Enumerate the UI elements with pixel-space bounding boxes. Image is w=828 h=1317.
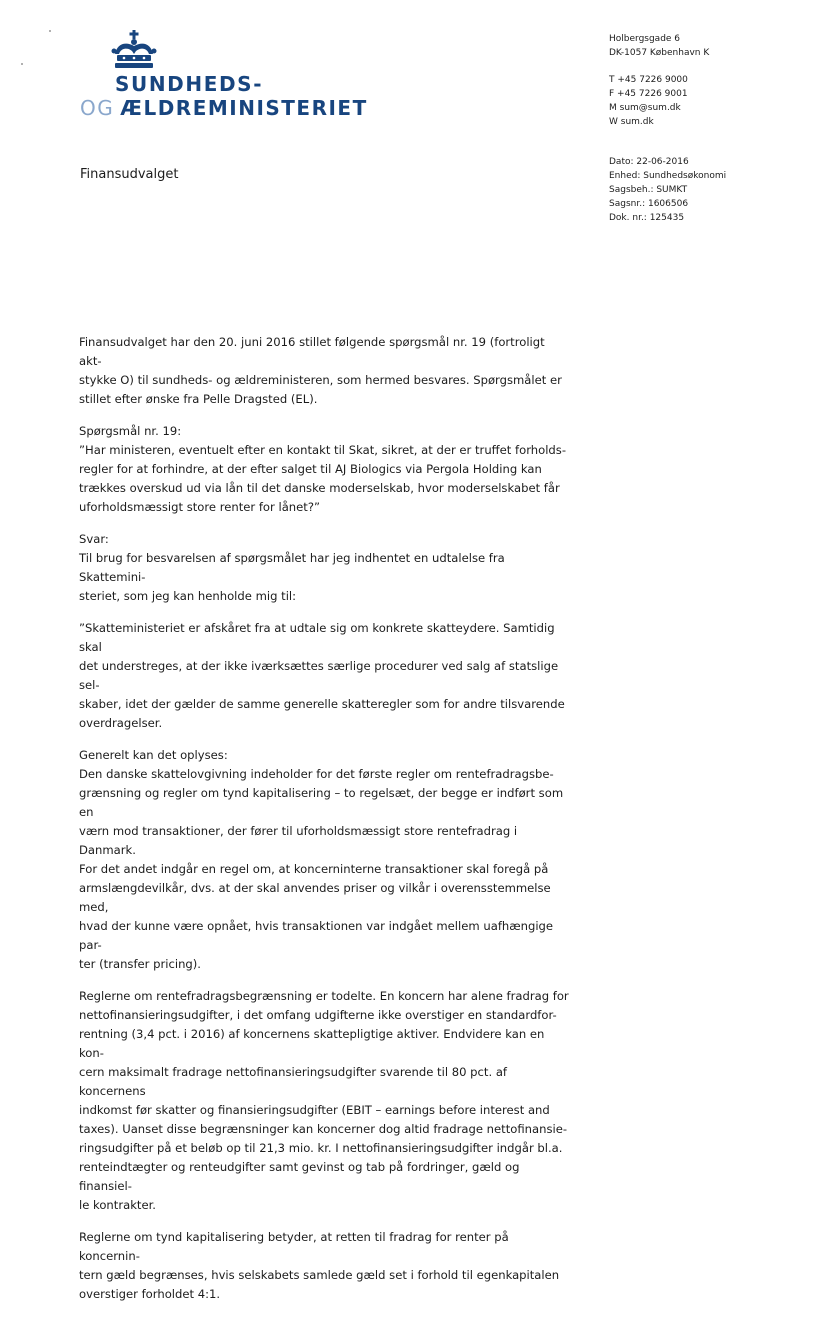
interest-rules-paragraph <box>79 987 569 1215</box>
address-phone: T +45 7226 9000 <box>609 75 688 85</box>
address-city: DK-1057 København K <box>609 48 710 58</box>
text-line: ”Har ministeren, eventuelt efter en kontakt til Skat, sikret, at der er truffet forholds- <box>79 443 567 457</box>
text-line: nettofinansieringsudgifter, i det omfang udgifterne ikke overstiger en standardfor- <box>79 1008 557 1022</box>
address-fax: F +45 7226 9001 <box>609 89 688 99</box>
text-line: Til brug for besvarelsen af spørgsmålet har jeg indhentet en udtalelse fra Skattemini- <box>79 551 505 584</box>
text-line: stykke O) til sundheds- og ældreministeren, som hermed besvares. Spørgsmålet er <box>79 373 562 387</box>
address-web: W sum.dk <box>609 117 654 127</box>
thin-cap-paragraph <box>79 1228 569 1304</box>
text-line: Spørgsmål nr. 19: <box>79 424 182 438</box>
text-line: For det andet indgår en regel om, at koncerninterne transaktioner skal foregå på <box>79 862 549 876</box>
text-line: hvad der kunne være opnået, hvis transaktionen var indgået mellem uafhængige par- <box>79 919 554 952</box>
text-line: renteindtægter og renteudgifter samt gevinst og tab på fordringer, gæld og finansiel- <box>79 1160 520 1193</box>
text-line: overdragelser. <box>79 716 163 730</box>
ministry-name-line1: SUNDHEDS- <box>115 72 264 96</box>
text-line: stillet efter ønske fra Pelle Dragsted (EL). <box>79 392 318 406</box>
intro-paragraph <box>79 333 569 409</box>
text-line: regler for at forhindre, at der efter salget til AJ Biologics via Pergola Holding kan <box>79 462 542 476</box>
answer-paragraph <box>79 530 569 606</box>
text-line: ”Skatteministeriet er afskåret fra at udtale sig om konkrete skatteydere. Samtidig skal <box>79 621 555 654</box>
text-line: trækkes overskud ud via lån til det danske moderselskab, hvor moderselskabet får <box>79 481 560 495</box>
general-paragraph <box>79 746 569 974</box>
quote-paragraph <box>79 619 569 733</box>
address-street: Holbergsgade 6 <box>609 34 681 44</box>
letter-body <box>79 333 569 1317</box>
text-line: uforholdsmæssigt store renter for lånet?” <box>79 500 320 514</box>
text-line: Reglerne om tynd kapitalisering betyder, at retten til fradrag for renter på koncernin- <box>79 1230 509 1263</box>
text-line: cern maksimalt fradrage nettofinansieringsudgifter svarende til 80 pct. af koncernens <box>79 1065 508 1098</box>
text-line: Reglerne om rentefradragsbegrænsning er todelte. En koncern har alene fradrag for <box>79 989 569 1003</box>
text-line: grænsning og regler om tynd kapitalisering – to regelsæt, der begge er indført som en <box>79 786 564 819</box>
text-line: ter (transfer pricing). <box>79 957 201 971</box>
text-line: ringsudgifter på et beløb op til 21,3 mio. kr. I nettofinansieringsudgifter indgår bl.a. <box>79 1141 563 1155</box>
address-block <box>609 32 709 129</box>
ministry-name-rest: ÆLDREMINISTERIET <box>120 96 368 120</box>
text-line: Svar: <box>79 532 109 546</box>
text-line: skaber, idet der gælder de samme generelle skatteregler som for andre tilsvarende <box>79 697 565 711</box>
text-line: overstiger forholdet 4:1. <box>79 1287 221 1301</box>
ministry-name-og: OG <box>80 96 115 120</box>
recipient: Finansudvalget <box>80 167 179 182</box>
text-line: tern gæld begrænses, hvis selskabets samlede gæld set i forhold til egenkapitalen <box>79 1268 560 1282</box>
text-line: Generelt kan det oplyses: <box>79 748 228 762</box>
text-line: det understreges, at der ikke iværksættes særlige procedurer ved salg af statslige sel- <box>79 659 559 692</box>
text-line: armslængdevilkår, dvs. at der skal anvendes priser og vilkår i overensstemmelse med, <box>79 881 551 914</box>
text-line: taxes). Uanset disse begrænsninger kan koncerner dog altid fradrage nettofinansie- <box>79 1122 568 1136</box>
scan-speck <box>21 63 23 65</box>
meta-date: Dato: 22-06-2016 <box>609 157 689 167</box>
scan-speck <box>49 30 51 32</box>
text-line: le kontrakter. <box>79 1198 156 1212</box>
text-line: rentning (3,4 pct. i 2016) af koncernens skattepligtige aktiver. Endvidere kan en kon- <box>79 1027 545 1060</box>
text-line: indkomst før skatter og finansieringsudgifter (EBIT – earnings before interest and <box>79 1103 550 1117</box>
text-line: Den danske skattelovgivning indeholder for det første regler om rentefradragsbe- <box>79 767 554 781</box>
text-line: Finansudvalget har den 20. juni 2016 stillet følgende spørgsmål nr. 19 (fortroligt akt- <box>79 335 545 368</box>
text-line: steriet, som jeg kan henholde mig til: <box>79 589 297 603</box>
crown-icon <box>109 30 159 72</box>
question-paragraph <box>79 422 569 517</box>
meta-unit: Enhed: Sundhedsøkonomi <box>609 171 727 181</box>
address-mail: M sum@sum.dk <box>609 103 681 113</box>
meta-case-number: Sagsnr.: 1606506 <box>609 199 689 209</box>
ministry-name-line2 <box>80 96 368 120</box>
meta-document-number: Dok. nr.: 125435 <box>609 213 685 223</box>
text-line: værn mod transaktioner, der fører til uforholdsmæssigt store rentefradrag i Danmark. <box>79 824 518 857</box>
meta-caseworker: Sagsbeh.: SUMKT <box>609 185 688 195</box>
document-meta <box>609 155 726 225</box>
